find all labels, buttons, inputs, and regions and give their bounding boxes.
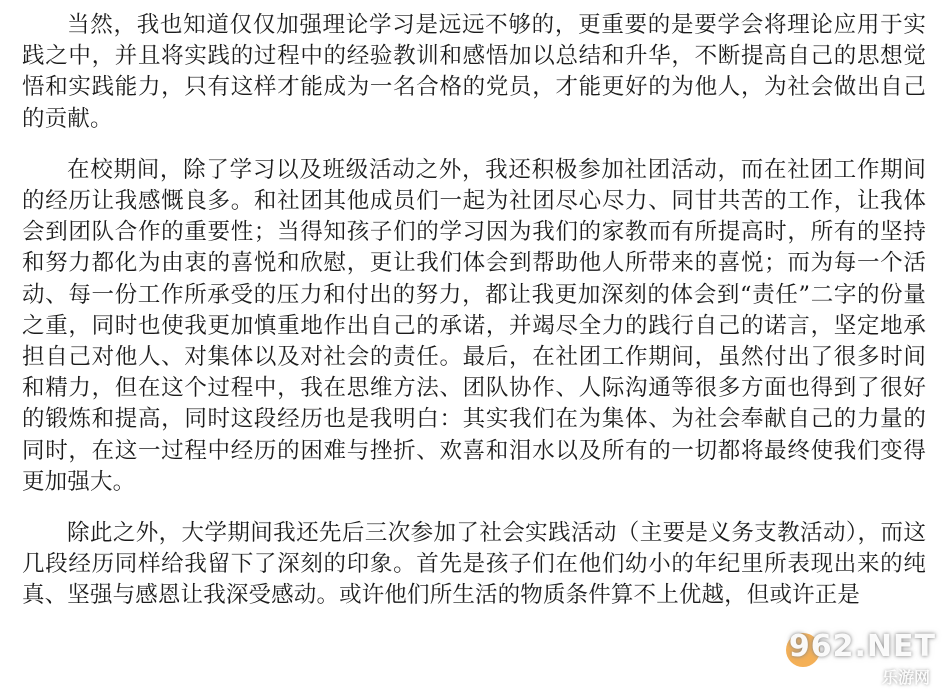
watermark-subtitle: 乐游网 xyxy=(881,668,930,687)
paragraph-2: 在校期间，除了学习以及班级活动之外，我还积极参加社团活动，而在社团工作期间的经历让我感慨良多。和社团其他成员们一起为社团尽心尽力、同甘共苦的工作，让我体会到团队合作的重要性；当得知孩子们的学习因为我们的家教而有所提高时，所有的坚持和努力都化为由衷的喜悦和欣慰，更让我们体会到帮助他人所带来的喜悦；而为每一个活动、每一份工作所承受的压力和付出的努力，都让我更加深刻的体会到“责任”二字的份量之重，同时也使我更加慎重地作出自己的承诺，并竭尽全力的践行自己的诺言，坚定地承担自己对他人、对集体以及对社会的责任。最后，在社团工作期间，虽然付出了很多时间和精力，但在这个过程中，我在思维方法、团队协作、人际沟通等很多方面也得到了很好的锻炼和提高，同时这段经历也是我明白：其实我们在为集体、为社会奉献自己的力量的同时，在这一过程中经历的困难与挫折、欢喜和泪水以及所有的一切都将最终使我们变得更加强大。 xyxy=(22,156,926,495)
watermark-brand: 962.NET xyxy=(788,629,936,664)
site-watermark xyxy=(786,629,936,691)
paragraph-3: 除此之外，大学期间我还先后三次参加了社会实践活动（主要是义务支教活动），而这几段经历同样给我留下了深刻的印象。首先是孩子们在他们幼小的年纪里所表现出来的纯真、坚强与感恩让我深受感动。或许他们所生活的物质条件算不上优越，但或许正是 xyxy=(22,520,926,609)
document-body xyxy=(22,10,926,632)
paragraph-1: 当然，我也知道仅仅加强理论学习是远远不够的，更重要的是要学会将理论应用于实践之中，并且将实践的过程中的经验教训和感悟加以总结和升华，不断提高自己的思想觉悟和实践能力，只有这样才能成为一名合格的党员，才能更好的为他人，为社会做出自己的贡献。 xyxy=(22,12,926,132)
